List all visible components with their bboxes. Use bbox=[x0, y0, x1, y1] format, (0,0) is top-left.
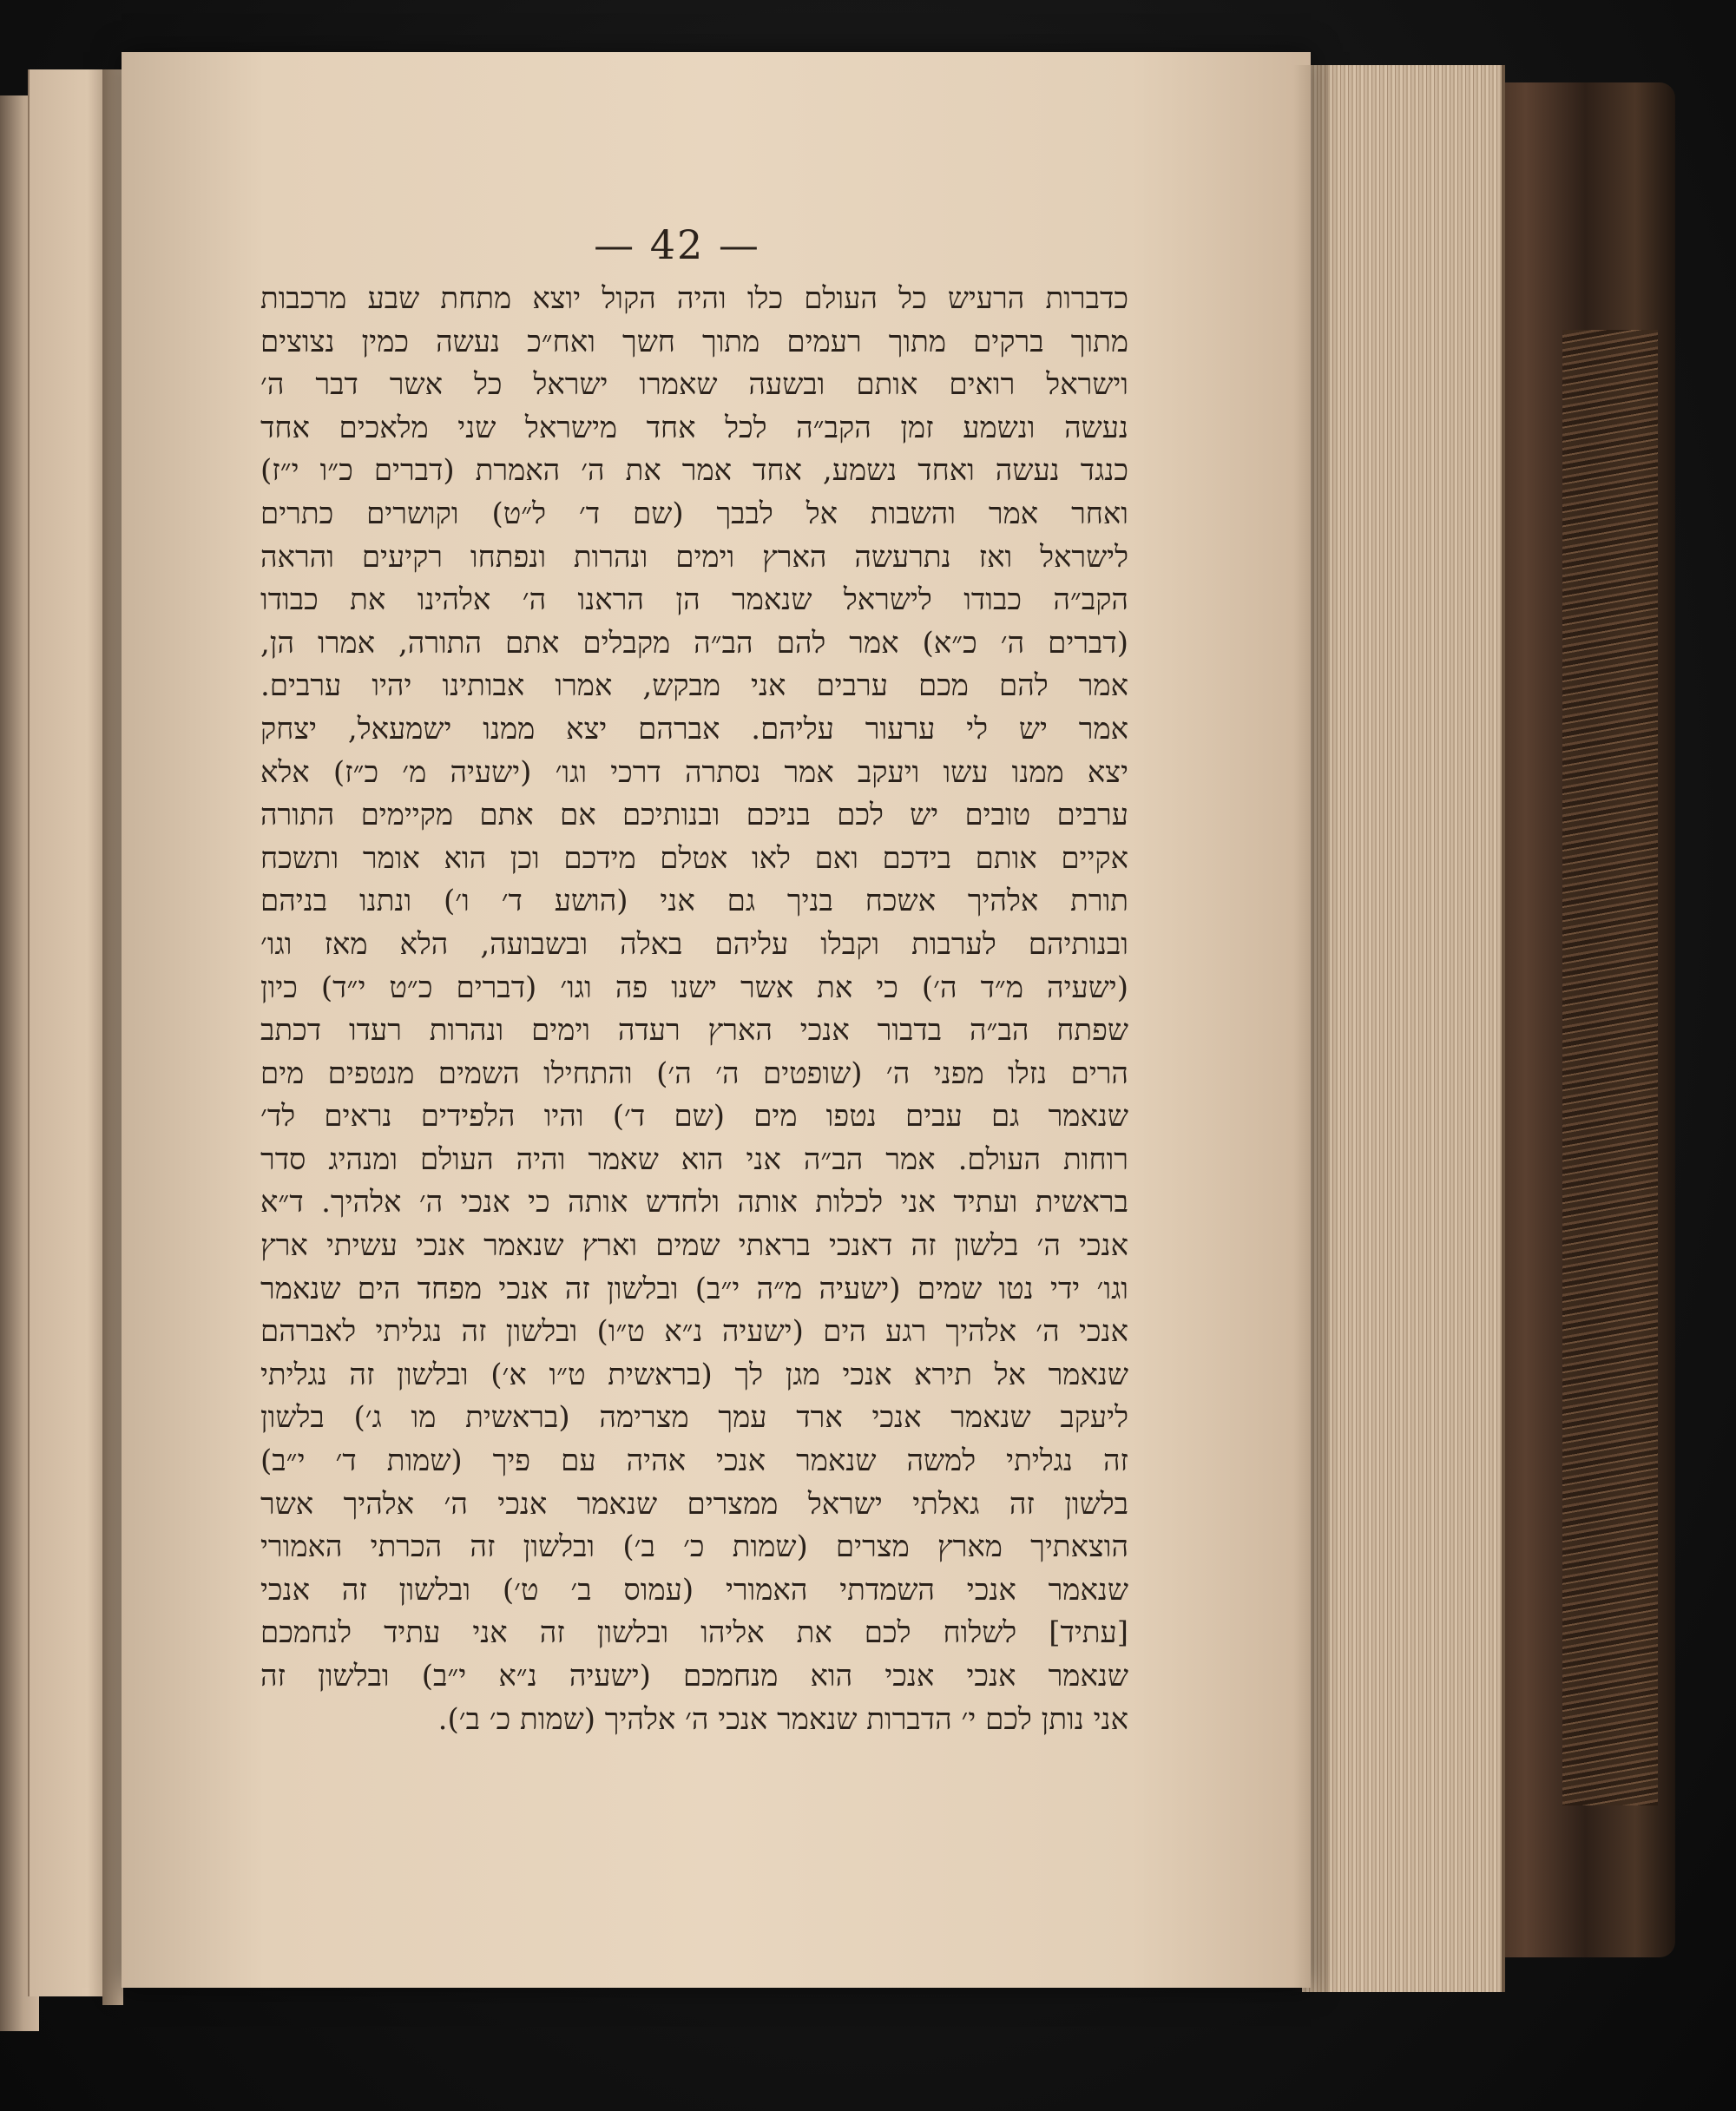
text-line: ערבים טובים יש לכם בניכם ובנותיכם אם אתם מקיימים התורה bbox=[260, 798, 1128, 833]
gutter bbox=[102, 69, 123, 2005]
text-line: יצא ממנו עשו ויעקב אמר נסתרה דרכי וגו׳ (ישעיה מ׳ כ״ז) אלא bbox=[260, 754, 1128, 790]
text-line: וגו׳ ידי נטו שמים (ישעיה מ״ה י״ב) ובלשון זה אנכי מפחד הים שנאמר bbox=[260, 1271, 1128, 1306]
text-line: הרים נזלו מפני ה׳ (שופטים ה׳ ה׳) והתחילו השמים מנטפים מים bbox=[260, 1056, 1128, 1091]
text-line: אקיים אותם בידכם ואם לאו אטלם מידכם וכן הוא אומר ותשכח bbox=[260, 840, 1128, 876]
body-text bbox=[260, 278, 1128, 1814]
left-page bbox=[28, 69, 112, 1996]
text-line: ובנותיהם לערבות וקבלו עליהם באלה ובשבועה, הלא מאז וגו׳ bbox=[260, 926, 1128, 962]
text-line: זה נגליתי למשה שנאמר אנכי אהיה עם פיך (שמות ד׳ י״ב) bbox=[260, 1444, 1128, 1479]
text-line: (דברים ה׳ כ״א) אמר להם הב״ה מקבלים אתם התורה, אמרו הן, bbox=[260, 625, 1128, 661]
text-line: אמר יש לי ערעור עליהם. אברהם יצא ממנו ישמעאל, יצחק bbox=[260, 711, 1128, 746]
text-line: בראשית ועתיד אני לכלות אותה ולחדש אותה כי אנכי ה׳ אלהיך. ד״א bbox=[260, 1185, 1128, 1220]
text-line: שנאמר אנכי אנכי הוא מנחמכם (ישעיה נ״א י״ב) ובלשון זה bbox=[260, 1659, 1128, 1693]
text-line: אמר להם מכם ערבים אני מבקש, אמרו אבותינו יהיו ערבים. bbox=[260, 668, 1128, 704]
text-line: לישראל ואז נתרעשה הארץ וימים ונהרות ונפתחו רקיעים והראה bbox=[260, 539, 1128, 575]
text-line: (ישעיה מ״ד ה׳) כי את אשר ישנו פה וגו׳ (דברים כ״ט י״ד) כיון bbox=[260, 970, 1128, 1005]
page-shadow bbox=[1293, 65, 1328, 1992]
text-line: ליעקב שנאמר אנכי ארד עמך מצרימה (בראשית מו ג׳) בלשון bbox=[260, 1400, 1128, 1436]
page-edges bbox=[1302, 65, 1505, 1992]
text-line: מתוך ברקים מתוך רעמים מתוך חשך ואח״כ נעשה כמין נצוצים bbox=[260, 324, 1128, 359]
text-line: שנאמר גם עבים נטפו מים (שם ד׳) והיו הלפידים נראים לד׳ bbox=[260, 1099, 1128, 1134]
book-spine-texture bbox=[1562, 330, 1658, 1805]
text-line: שנאמר אל תירא אנכי מגן לך (בראשית ט״ו א׳) ובלשון זה נגליתי bbox=[260, 1357, 1128, 1392]
text-line: נעשה ונשמע זמן הקב״ה לכל אחד מישראל שני מלאכים אחד bbox=[260, 410, 1128, 445]
text-line: כנגד נעשה ואחד נשמע, אחד אמר את ה׳ האמרת (דברים כ״ו י״ז) bbox=[260, 453, 1128, 489]
text-line: שנאמר אנכי השמדתי האמורי (עמוס ב׳ ט׳) ובלשון זה אנכי bbox=[260, 1572, 1128, 1608]
text-line: ואחר אמר והשבות אל לבבך (שם ד׳ ל״ט) וקושרים כתרים bbox=[260, 496, 1128, 531]
text-line: וישראל רואים אותם ובשעה שאמרו ישראל כל אשר דבר ה׳ bbox=[260, 367, 1128, 403]
text-line: אני נותן לכם י׳ הדברות שנאמר אנכי ה׳ אלהיך (שמות כ׳ ב׳). bbox=[437, 1701, 1128, 1737]
text-line: הקב״ה כבודו לישראל שנאמר הן הראנו ה׳ אלהינו את כבודו bbox=[260, 582, 1128, 618]
text-line: כדברות הרעיש כל העולם כלו והיה הקול יוצא מתחת שבע מרכבות bbox=[260, 281, 1128, 316]
text-line: שפתח הב״ה בדבור אנכי הארץ רעדה וימים ונהרות רעדו דכתב bbox=[260, 1013, 1128, 1049]
page-number: — 42 — bbox=[594, 221, 760, 268]
text-line: בלשון זה גאלתי ישראל ממצרים שנאמר אנכי ה׳ אלהיך אשר bbox=[260, 1486, 1128, 1522]
text-line: אנכי ה׳ אלהיך רגע הים (ישעיה נ״א ט״ו) ובלשון זה נגליתי לאברהם bbox=[260, 1314, 1128, 1350]
text-line: רוחות העולם. אמר הב״ה אני הוא שאמר והיה העולם ומנהיג סדר bbox=[260, 1141, 1128, 1177]
text-line: הוצאתיך מארץ מצרים (שמות כ׳ ב׳) ובלשון זה הכרתי האמורי bbox=[260, 1529, 1128, 1565]
text-line: [עתיד] לשלוח לכם את אליהו ובלשון זה אני עתיד לנחמכם bbox=[260, 1615, 1128, 1651]
text-line: אנכי ה׳ בלשון זה דאנכי בראתי שמים וארץ שנאמר אנכי עשיתי ארץ bbox=[260, 1228, 1128, 1264]
text-line: תורת אלהיך אשכח בניך גם אני (הושע ד׳ ו׳) ונתנו בניהם bbox=[260, 884, 1128, 919]
